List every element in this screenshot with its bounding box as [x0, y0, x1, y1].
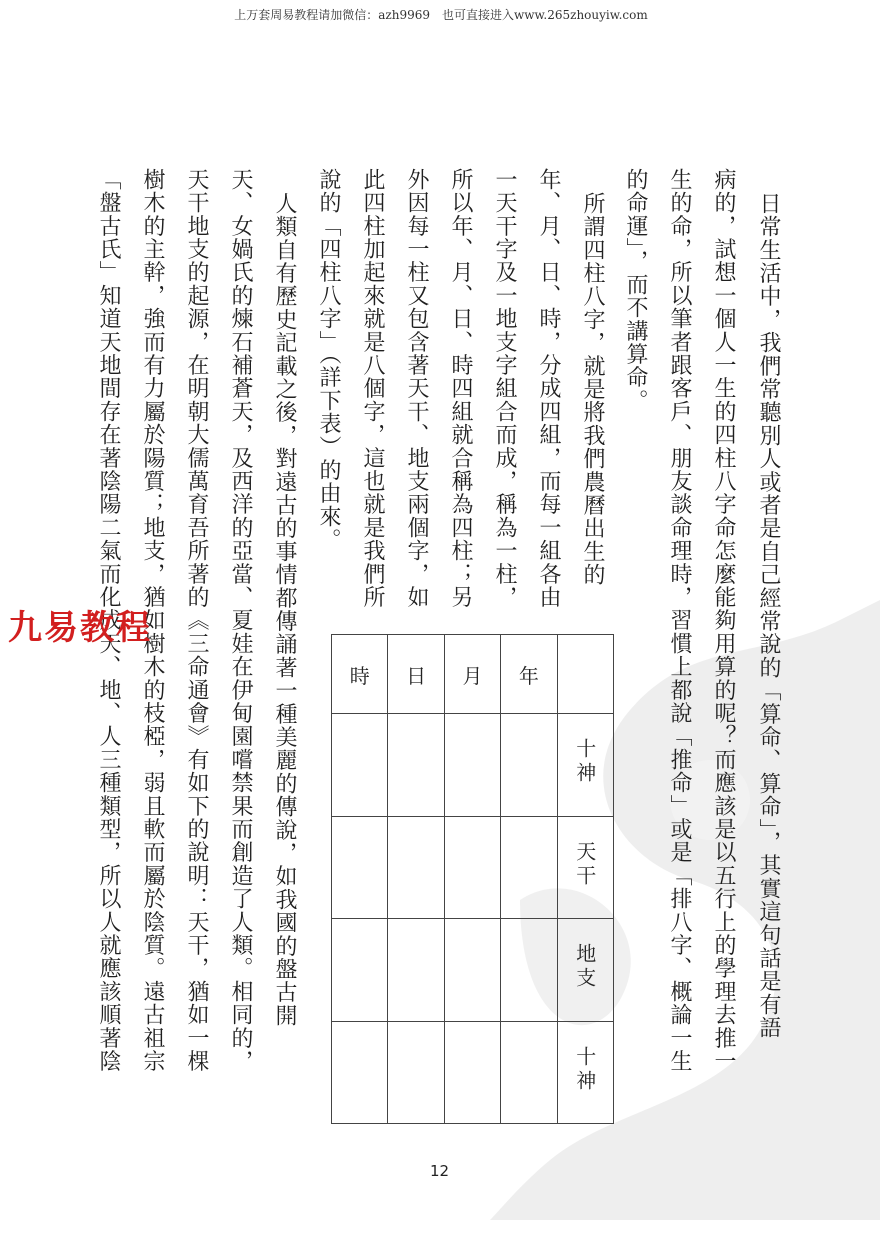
pillar-header-month: 月 [444, 635, 500, 714]
text-column-14: 天干地支的起源，在明朝大儒萬育吾所著的《三命通會》有如下的說明：天干，猶如一棵 [184, 168, 209, 1073]
text-column-8: 所以年、月、日、時四組就合稱為四柱；另 [448, 168, 473, 609]
text-column-9: 外因每一柱又包含著天干、地支兩個字，如 [404, 168, 429, 609]
pillar-header-year: 年 [501, 635, 557, 714]
text-column-13: 天、女媧氏的煉石補蒼天，及西洋的亞當、夏娃在伊甸園嚐禁果而創造了人類。相同的， [228, 168, 253, 1073]
text-column-11: 說的「四柱八字」（詳下表）的由來。 [316, 168, 341, 552]
table-row [332, 816, 614, 919]
row-label-shishen-top: 十神 [557, 714, 613, 817]
table-row [332, 714, 614, 817]
text-column-5: 所謂四柱八字，就是將我們農曆出生的 [580, 192, 605, 587]
table-header-row [332, 635, 614, 714]
pillar-header-day: 日 [388, 635, 444, 714]
text-column-12: 人類自有歷史記載之後，對遠古的事情都傳誦著一種美麗的傳說，如我國的盤古開 [272, 192, 297, 1028]
text-column-16: 「盤古氏」知道天地間存在著陰陽二氣而化成天、地、人三種類型，所以人就應該順著陰 [96, 168, 121, 1073]
page-number: 12 [430, 1162, 450, 1180]
table-row [332, 1021, 614, 1124]
text-column-10: 此四柱加起來就是八個字，這也就是我們所 [360, 168, 385, 609]
text-column-1: 日常生活中，我們常聽別人或者是自己經常說的「算命、算命」，其實這句話是有語 [756, 192, 781, 1040]
text-column-15: 樹木的主幹，強而有力屬於陽質；地支，猶如樹木的枝椏，弱且軟而屬於陰質。遠古祖宗 [140, 168, 165, 1073]
text-column-4: 的命運」，而不講算命。 [623, 168, 648, 413]
table-corner-cell [557, 635, 613, 714]
pillar-header-hour: 時 [332, 635, 388, 714]
row-label-shishen-bottom: 十神 [557, 1021, 613, 1124]
header-banner: 上万套周易教程请加微信：azh9969 也可直接进入www.265zhouyiw.com [234, 8, 648, 22]
text-column-2: 病的，試想一個人一生的四柱八字命怎麼能夠用算的呢？而應該是以五行上的學理去推一 [711, 168, 736, 1073]
text-column-3: 生的命，所以筆者跟客戶、朋友談命理時，習慣上都說「推命」或是「排八字、概論一生 [667, 168, 692, 1073]
brand-watermark: 九易教程 [8, 608, 152, 648]
text-column-7: 一天干字及一地支字組合而成，稱為一柱， [492, 168, 517, 609]
four-pillars-table [331, 634, 614, 1124]
row-label-tiangan: 天干 [557, 816, 613, 919]
table-row [332, 919, 614, 1022]
row-label-dizhi: 地支 [557, 919, 613, 1022]
text-column-6: 年、月、日、時，分成四組，而每一組各由 [536, 168, 561, 609]
